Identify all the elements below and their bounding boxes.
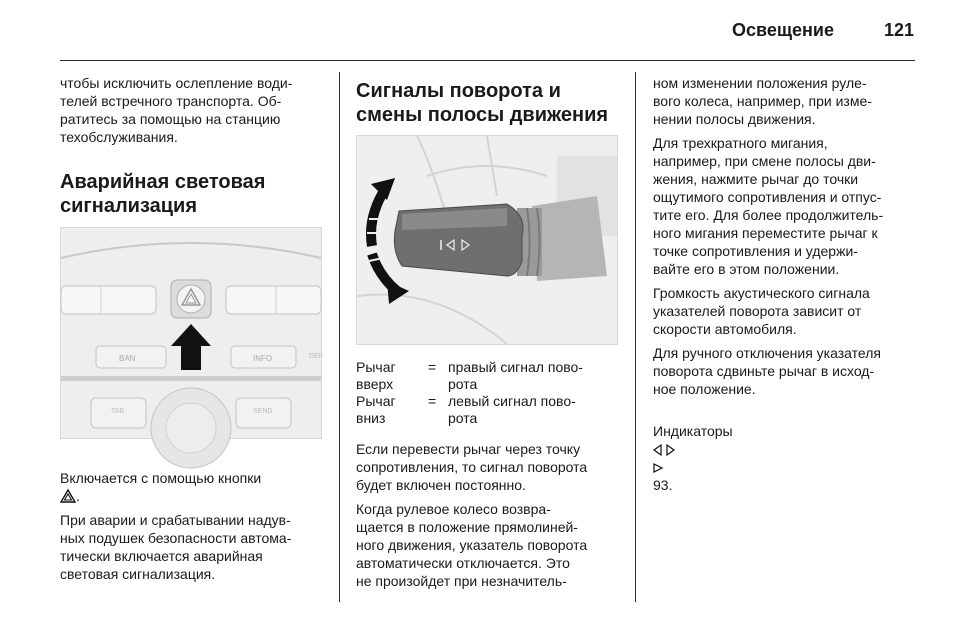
figure-label-ban: BAN: [119, 354, 136, 363]
page-number: 121: [883, 20, 914, 40]
section-title: Освещение: [732, 20, 834, 40]
dashboard-illustration: [61, 228, 321, 438]
definition-text: правый сигнал пово- рота: [448, 359, 583, 392]
definition-equals: =: [428, 359, 437, 375]
auto-off-paragraph: Когда рулевое колесо возвра- щается в положение прямолиней- ного движения, указатель поворота автоматически отключается. Это не произойдет при незначитель-: [356, 501, 588, 589]
definition-term: Рычаг вверх: [356, 359, 396, 392]
lever-definition-list: [356, 359, 608, 427]
figure-label-def: DEF: [309, 353, 323, 360]
right-column: [653, 74, 918, 500]
triple-flash-paragraph: Для трехкратного мигания, например, при смене полосы дви- жения, нажмите рычаг до точки ощутимого сопротивления и отпус- тите его. Для более продолжитель- ного мигания переместите рычаг к точке сопротивления и удержи- вайте его в этом положении.: [653, 135, 884, 277]
figure-label-send: SEND: [253, 408, 273, 415]
hazard-triangle-icon: [60, 489, 76, 503]
definition-term: Рычаг вниз: [356, 393, 396, 426]
indicator-reference: [653, 404, 918, 494]
hazard-button-figure: [60, 227, 322, 439]
resistance-paragraph: Если перевести рычаг через точку сопротивления, то сигнал поворота будет включен постоянно.: [356, 441, 588, 493]
lever-illustration: [357, 136, 617, 344]
hazard-heading: Аварийная световая сигнализация: [60, 171, 266, 217]
middle-column-text: [356, 440, 621, 596]
activation-label: Включается с помощью кнопки: [60, 470, 262, 486]
activation-end: .: [76, 488, 80, 504]
turn-signal-lever-figure: [356, 135, 618, 345]
header-divider: [60, 60, 915, 61]
activation-text: [60, 451, 325, 505]
figure-label-info: INFO: [253, 354, 273, 363]
indicator-prefix: Индикаторы: [653, 423, 733, 439]
continuation-paragraph: ном изменении положения руле- вого колеса, например, при изме- нении полосы движения.: [653, 75, 872, 127]
column-divider: [635, 72, 636, 602]
page-reference-arrow-icon: [653, 462, 663, 474]
volume-paragraph: Громкость акустического сигнала указателей поворота зависит от скорости автомобиля.: [653, 285, 870, 337]
column-divider: [339, 72, 340, 602]
turn-signal-heading: Сигналы поворота и смены полосы движения: [356, 80, 609, 126]
definition-equals: =: [428, 393, 437, 409]
turn-indicator-icon: [653, 444, 675, 456]
definition-text: левый сигнал пово- рота: [448, 393, 576, 426]
definition-row: [356, 393, 608, 427]
left-column: [60, 74, 325, 152]
left-column-lower: [60, 451, 325, 589]
intro-text: чтобы исключить ослепление води- телей встречного транспорта. Об- ратитесь за помощью на станцию техобслуживания.: [60, 75, 293, 145]
indicator-page-ref: 93.: [653, 477, 673, 493]
figure-label-tab: TAB: [111, 408, 125, 415]
manual-off-paragraph: Для ручного отключения указателя поворота сдвиньте рычаг в исход- ное положение.: [653, 345, 881, 397]
definition-row: [356, 359, 608, 393]
airbag-text: При аварии и срабатывании надув- ных подушек безопасности автома- тически включается аварийная световая сигнализация.: [60, 512, 292, 582]
